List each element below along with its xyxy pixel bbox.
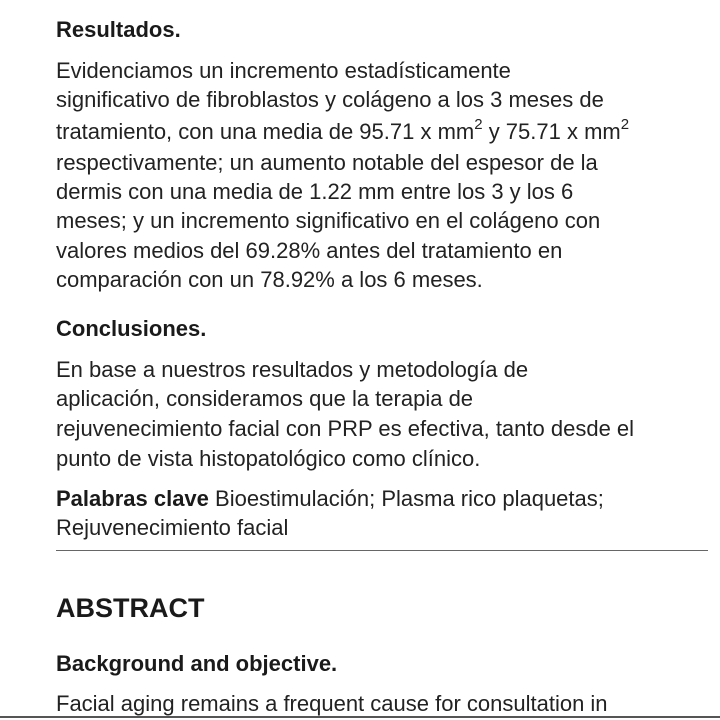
resultados-line-1: Evidenciamos un incremento estadísticamente bbox=[56, 58, 511, 83]
resultados-line-3 bbox=[56, 115, 630, 145]
resultados-line-3-part-a: tratamiento, con una media de 95.71 x mm bbox=[56, 119, 475, 144]
superscript-2: 2 bbox=[474, 115, 483, 133]
resultados-line-8: comparación con un 78.92% a los 6 meses. bbox=[56, 267, 483, 292]
resultados-line-2: significativo de fibroblastos y colágeno a los 3 meses de bbox=[56, 87, 604, 112]
superscript-2: 2 bbox=[620, 115, 630, 133]
conclusiones-line-3: rejuvenecimiento facial con PRP es efectiva, tanto desde el bbox=[56, 416, 635, 441]
resultados-line-3-part-b: y 75.71 x mm bbox=[482, 119, 621, 144]
keywords-line-1 bbox=[56, 486, 604, 512]
keywords-label: Palabras clave bbox=[56, 486, 209, 511]
abstract-first-line: Facial aging remains a frequent cause for consultation in bbox=[56, 691, 608, 716]
keywords-values: Bioestimulación; Plasma rico plaquetas; bbox=[208, 486, 604, 511]
abstract-title: ABSTRACT bbox=[56, 593, 205, 623]
conclusiones-line-4: punto de vista histopatológico como clínico. bbox=[56, 446, 481, 471]
resultados-line-7: valores medios del 69.28% antes del tratamiento en bbox=[56, 238, 563, 263]
resultados-line-4: respectivamente; un aumento notable del espesor de la bbox=[56, 150, 598, 175]
keywords-line-2: Rejuvenecimiento facial bbox=[56, 515, 289, 540]
section-divider bbox=[56, 550, 708, 551]
resultados-line-6: meses; y un incremento significativo en el colágeno con bbox=[56, 208, 601, 233]
conclusiones-line-1: En base a nuestros resultados y metodología de bbox=[56, 357, 529, 382]
conclusiones-line-2: aplicación, consideramos que la terapia de bbox=[56, 386, 474, 411]
resultados-line-5: dermis con una media de 1.22 mm entre los 3 y los 6 bbox=[56, 179, 574, 204]
background-heading: Background and objective. bbox=[56, 651, 338, 676]
conclusiones-heading: Conclusiones. bbox=[56, 316, 207, 341]
bottom-edge-line bbox=[0, 716, 720, 718]
resultados-heading: Resultados. bbox=[56, 17, 181, 42]
article-page bbox=[56, 0, 708, 720]
